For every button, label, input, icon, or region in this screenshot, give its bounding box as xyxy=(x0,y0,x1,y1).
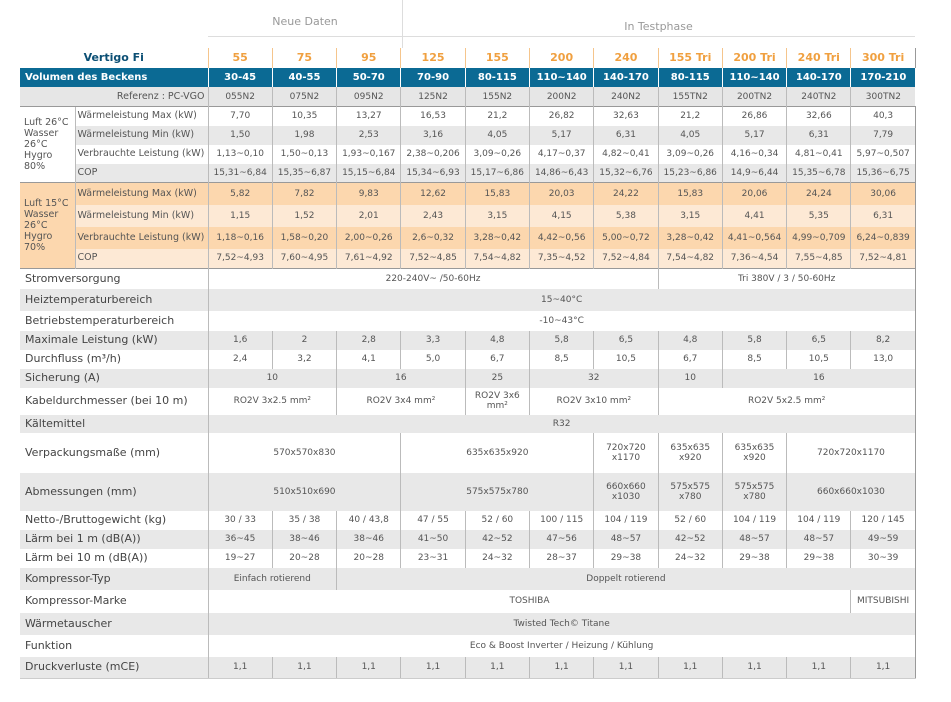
metric-value: 4,16~0,34 xyxy=(722,145,786,164)
metric-value: 2,00~0,26 xyxy=(337,227,401,249)
metric-value: 7,79 xyxy=(851,126,915,145)
metric-value: 4,82~0,41 xyxy=(594,145,658,164)
model-name: 95 xyxy=(337,48,401,68)
metric-value: 14,9~6,44 xyxy=(722,164,786,183)
spec-value: 24~32 xyxy=(465,549,529,568)
metric-value: 7,52~4,85 xyxy=(401,249,465,269)
volume-row xyxy=(20,68,915,87)
reference-value: 075N2 xyxy=(272,87,336,107)
metric-value: 3,28~0,42 xyxy=(658,227,722,249)
volume-value: 140-170 xyxy=(594,68,658,87)
spec-value: 13,0 xyxy=(851,350,915,369)
spec-value: 52 / 60 xyxy=(465,511,529,530)
spec-value: 30~39 xyxy=(851,549,915,568)
metric-value: 12,62 xyxy=(401,183,465,205)
metric-value: 1,52 xyxy=(272,205,336,227)
spec-value: 10 xyxy=(658,369,722,388)
metric-value: 1,93~0,167 xyxy=(337,145,401,164)
metric-label: COP xyxy=(75,164,208,183)
metric-value: 3,28~0,42 xyxy=(465,227,529,249)
spec-value: 16 xyxy=(337,369,466,388)
spec-value: TOSHIBA xyxy=(208,590,851,613)
metric-value: 6,31 xyxy=(787,126,851,145)
spec-value: 19~27 xyxy=(208,549,272,568)
metric-value: 21,2 xyxy=(465,107,529,126)
metric-value: 3,09~0,26 xyxy=(465,145,529,164)
metric-value: 4,05 xyxy=(465,126,529,145)
volume-value: 170-210 xyxy=(851,68,915,87)
spec-value: 3,2 xyxy=(272,350,336,369)
metric-label: Verbrauchte Leistung (kW) xyxy=(75,145,208,164)
spec-value: 104 / 119 xyxy=(787,511,851,530)
reference-value: 155N2 xyxy=(465,87,529,107)
spec-row xyxy=(20,350,915,369)
metric-value: 30,06 xyxy=(851,183,915,205)
spec-value: 3,3 xyxy=(401,331,465,350)
spec-row xyxy=(20,415,915,433)
metric-value: 7,52~4,93 xyxy=(208,249,272,269)
metric-value: 7,82 xyxy=(272,183,336,205)
spec-value: Eco & Boost Inverter / Heizung / Kühlung xyxy=(208,635,915,657)
reference-value: 095N2 xyxy=(337,87,401,107)
metric-value: 7,61~4,92 xyxy=(337,249,401,269)
metric-value: 20,03 xyxy=(529,183,593,205)
metric-label: COP xyxy=(75,249,208,269)
spec-value: 29~38 xyxy=(722,549,786,568)
divider xyxy=(402,36,915,37)
metric-label: Wärmeleistung Min (kW) xyxy=(75,205,208,227)
volume-value: 80-115 xyxy=(465,68,529,87)
spec-value: 100 / 115 xyxy=(529,511,593,530)
spec-row xyxy=(20,549,915,568)
spec-value: 635x635 x920 xyxy=(722,433,786,473)
model-name: 240 Tri xyxy=(787,48,851,68)
spec-value: RO2V 5x2.5 mm² xyxy=(658,388,915,415)
metric-value: 7,55~4,85 xyxy=(787,249,851,269)
metric-value: 4,15 xyxy=(529,205,593,227)
spec-value: 660x660 x1030 xyxy=(594,473,658,511)
spec-label: Funktion xyxy=(20,635,208,657)
spec-row xyxy=(20,388,915,415)
spec-label: Kompressor-Marke xyxy=(20,590,208,613)
spec-row xyxy=(20,530,915,549)
metric-value: 4,17~0,37 xyxy=(529,145,593,164)
metric-value: 3,16 xyxy=(401,126,465,145)
spec-value: 720x720x1170 xyxy=(787,433,916,473)
spec-value: 15~40°C xyxy=(208,289,915,311)
spec-value: 660x660x1030 xyxy=(787,473,916,511)
volume-value: 80-115 xyxy=(658,68,722,87)
metric-value: 4,05 xyxy=(658,126,722,145)
spec-label: Lärm bei 1 m (dB(A)) xyxy=(20,530,208,549)
spec-label: Betriebstemperaturbereich xyxy=(20,311,208,331)
metric-value: 7,52~4,84 xyxy=(594,249,658,269)
condition-row xyxy=(20,164,915,183)
spec-label: Kompressor-Typ xyxy=(20,568,208,590)
metric-value: 5,35 xyxy=(787,205,851,227)
spec-label: Maximale Leistung (kW) xyxy=(20,331,208,350)
spec-value: 1,6 xyxy=(208,331,272,350)
spec-value: 635x635 x920 xyxy=(658,433,722,473)
spec-value: 48~57 xyxy=(594,530,658,549)
reference-value: 055N2 xyxy=(208,87,272,107)
spec-value: RO2V 3x2.5 mm² xyxy=(208,388,337,415)
condition-row xyxy=(20,205,915,227)
metric-value: 3,15 xyxy=(658,205,722,227)
metric-value: 5,17 xyxy=(722,126,786,145)
metric-value: 1,50 xyxy=(208,126,272,145)
metric-value: 15,31~6,84 xyxy=(208,164,272,183)
spec-value: 1,1 xyxy=(722,657,786,679)
reference-value: 125N2 xyxy=(401,87,465,107)
metric-value: 7,36~4,54 xyxy=(722,249,786,269)
metric-value: 6,31 xyxy=(594,126,658,145)
spec-row xyxy=(20,473,915,511)
spec-value: 52 / 60 xyxy=(658,511,722,530)
spec-value: 47 / 55 xyxy=(401,511,465,530)
spec-value: 1,1 xyxy=(787,657,851,679)
metric-value: 26,86 xyxy=(722,107,786,126)
spec-value: 1,1 xyxy=(208,657,272,679)
spec-value: 1,1 xyxy=(401,657,465,679)
spec-table xyxy=(20,48,916,679)
spec-value: 23~31 xyxy=(401,549,465,568)
spec-value: 30 / 33 xyxy=(208,511,272,530)
metric-value: 32,66 xyxy=(787,107,851,126)
metric-value: 9,83 xyxy=(337,183,401,205)
spec-value: 48~57 xyxy=(787,530,851,549)
spec-label: Kabeldurchmesser (bei 10 m) xyxy=(20,388,208,415)
metric-value: 1,58~0,20 xyxy=(272,227,336,249)
spec-value: 49~59 xyxy=(851,530,915,549)
condition-row xyxy=(20,249,915,269)
spec-value: 32 xyxy=(529,369,658,388)
spec-value: 29~38 xyxy=(594,549,658,568)
spec-value: 104 / 119 xyxy=(594,511,658,530)
spec-value: 20~28 xyxy=(337,549,401,568)
metric-value: 7,54~4,82 xyxy=(465,249,529,269)
spec-value: 120 / 145 xyxy=(851,511,915,530)
spec-value: 42~52 xyxy=(658,530,722,549)
spec-value: 575x575 x780 xyxy=(722,473,786,511)
metric-value: 40,3 xyxy=(851,107,915,126)
metric-value: 5,38 xyxy=(594,205,658,227)
metric-value: 15,35~6,78 xyxy=(787,164,851,183)
spec-value: RO2V 3x10 mm² xyxy=(529,388,658,415)
spec-value: 6,5 xyxy=(787,331,851,350)
spec-value: 1,1 xyxy=(851,657,915,679)
metric-value: 15,83 xyxy=(465,183,529,205)
spec-value: RO2V 3x4 mm² xyxy=(337,388,466,415)
spec-label: Druckverluste (mCE) xyxy=(20,657,208,679)
spec-label: Heiztemperaturbereich xyxy=(20,289,208,311)
spec-value: 1,1 xyxy=(337,657,401,679)
metric-value: 15,35~6,87 xyxy=(272,164,336,183)
spec-value: 8,5 xyxy=(529,350,593,369)
spec-value: 28~37 xyxy=(529,549,593,568)
spec-value: 24~32 xyxy=(658,549,722,568)
reference-value: 155TN2 xyxy=(658,87,722,107)
spec-row xyxy=(20,331,915,350)
metric-value: 20,06 xyxy=(722,183,786,205)
spec-row xyxy=(20,657,915,679)
metric-value: 7,70 xyxy=(208,107,272,126)
volume-value: 140-170 xyxy=(787,68,851,87)
spec-value: 8,2 xyxy=(851,331,915,350)
model-name: 300 Tri xyxy=(851,48,915,68)
metric-value: 4,41 xyxy=(722,205,786,227)
model-name: 240 xyxy=(594,48,658,68)
spec-value: 40 / 43,8 xyxy=(337,511,401,530)
metric-value: 32,63 xyxy=(594,107,658,126)
metric-value: 3,15 xyxy=(465,205,529,227)
spec-value: 16 xyxy=(722,369,915,388)
spec-value: 38~46 xyxy=(272,530,336,549)
divider xyxy=(208,36,402,37)
spec-value: 6,7 xyxy=(658,350,722,369)
spec-value: 41~50 xyxy=(401,530,465,549)
condition-row xyxy=(20,126,915,145)
metric-value: 24,24 xyxy=(787,183,851,205)
spec-row xyxy=(20,289,915,311)
metric-label: Wärmeleistung Min (kW) xyxy=(75,126,208,145)
spec-value: 2,4 xyxy=(208,350,272,369)
metric-value: 15,34~6,93 xyxy=(401,164,465,183)
metric-value: 1,15 xyxy=(208,205,272,227)
metric-value: 21,2 xyxy=(658,107,722,126)
metric-value: 10,35 xyxy=(272,107,336,126)
metric-value: 5,82 xyxy=(208,183,272,205)
model-name: 155 xyxy=(465,48,529,68)
spec-value: 575x575x780 xyxy=(401,473,594,511)
spec-value: 5,8 xyxy=(722,331,786,350)
condition-label: Luft 15°C Wasser 26°C Hygro 70% xyxy=(20,183,75,269)
reference-value: 240N2 xyxy=(594,87,658,107)
metric-value: 15,15~6,84 xyxy=(337,164,401,183)
condition-label: Luft 26°C Wasser 26°C Hygro 80% xyxy=(20,107,75,183)
spec-value: 5,8 xyxy=(529,331,593,350)
spec-row xyxy=(20,590,915,613)
spec-label: Stromversorgung xyxy=(20,269,208,289)
metric-value: 4,99~0,709 xyxy=(787,227,851,249)
metric-value: 26,82 xyxy=(529,107,593,126)
volume-value: 70-90 xyxy=(401,68,465,87)
metric-value: 15,83 xyxy=(658,183,722,205)
spec-label: Durchfluss (m³/h) xyxy=(20,350,208,369)
spec-value: 4,8 xyxy=(465,331,529,350)
metric-value: 15,36~6,75 xyxy=(851,164,915,183)
spec-label: Verpackungsmaße (mm) xyxy=(20,433,208,473)
condition-row xyxy=(20,227,915,249)
metric-value: 14,86~6,43 xyxy=(529,164,593,183)
spec-value: 47~56 xyxy=(529,530,593,549)
model-name: 200 Tri xyxy=(722,48,786,68)
reference-label: Referenz : PC-VGO xyxy=(20,87,208,107)
spec-value: R32 xyxy=(208,415,915,433)
metric-value: 1,98 xyxy=(272,126,336,145)
metric-value: 6,24~0,839 xyxy=(851,227,915,249)
spec-row xyxy=(20,269,915,289)
spec-value: 1,1 xyxy=(272,657,336,679)
spec-value: Twisted Tech© Titane xyxy=(208,613,915,635)
volume-value: 30-45 xyxy=(208,68,272,87)
spec-value: 1,1 xyxy=(594,657,658,679)
model-name: 75 xyxy=(272,48,336,68)
metric-label: Wärmeleistung Max (kW) xyxy=(75,183,208,205)
spec-value: 25 xyxy=(465,369,529,388)
group-label-new: Neue Daten xyxy=(272,15,338,28)
metric-value: 7,52~4,81 xyxy=(851,249,915,269)
metric-value: 2,43 xyxy=(401,205,465,227)
metric-value: 5,17 xyxy=(529,126,593,145)
condition-row xyxy=(20,183,915,205)
model-row xyxy=(20,48,915,68)
model-name: 125 xyxy=(401,48,465,68)
model-name: 200 xyxy=(529,48,593,68)
spec-value: 8,5 xyxy=(722,350,786,369)
spec-value: Einfach rotierend xyxy=(208,568,337,590)
metric-value: 2,38~0,206 xyxy=(401,145,465,164)
metric-value: 2,01 xyxy=(337,205,401,227)
spec-value: 720x720 x1170 xyxy=(594,433,658,473)
spec-value: 104 / 119 xyxy=(722,511,786,530)
spec-value: 5,0 xyxy=(401,350,465,369)
spec-value: 48~57 xyxy=(722,530,786,549)
reference-value: 240TN2 xyxy=(787,87,851,107)
metric-value: 1,13~0,10 xyxy=(208,145,272,164)
spec-value: 36~45 xyxy=(208,530,272,549)
volume-value: 110~140 xyxy=(722,68,786,87)
spec-row xyxy=(20,433,915,473)
volume-label: Volumen des Beckens xyxy=(20,68,208,87)
metric-value: 6,31 xyxy=(851,205,915,227)
model-name: 155 Tri xyxy=(658,48,722,68)
spec-value: 635x635x920 xyxy=(401,433,594,473)
metric-value: 4,41~0,564 xyxy=(722,227,786,249)
metric-value: 7,54~4,82 xyxy=(658,249,722,269)
spec-value: 29~38 xyxy=(787,549,851,568)
metric-label: Wärmeleistung Max (kW) xyxy=(75,107,208,126)
group-header-test xyxy=(402,0,915,48)
reference-value: 300TN2 xyxy=(851,87,915,107)
metric-value: 16,53 xyxy=(401,107,465,126)
spec-value: -10~43°C xyxy=(208,311,915,331)
spec-value: 1,1 xyxy=(529,657,593,679)
spec-label: Netto-/Bruttogewicht (kg) xyxy=(20,511,208,530)
spec-value: 1,1 xyxy=(465,657,529,679)
group-header-new xyxy=(208,0,403,48)
metric-value: 7,35~4,52 xyxy=(529,249,593,269)
condition-row xyxy=(20,107,915,126)
volume-value: 50-70 xyxy=(337,68,401,87)
metric-label: Verbrauchte Leistung (kW) xyxy=(75,227,208,249)
spec-row xyxy=(20,635,915,657)
spec-value: 4,1 xyxy=(337,350,401,369)
spec-value: 2,8 xyxy=(337,331,401,350)
reference-value: 200N2 xyxy=(529,87,593,107)
spec-label: Abmessungen (mm) xyxy=(20,473,208,511)
metric-value: 1,18~0,16 xyxy=(208,227,272,249)
metric-value: 2,53 xyxy=(337,126,401,145)
spec-row xyxy=(20,311,915,331)
metric-value: 13,27 xyxy=(337,107,401,126)
metric-value: 4,42~0,56 xyxy=(529,227,593,249)
metric-value: 15,32~6,76 xyxy=(594,164,658,183)
spec-value: 220-240V~ /50-60Hz xyxy=(208,269,658,289)
metric-value: 2,6~0,32 xyxy=(401,227,465,249)
metric-value: 5,97~0,507 xyxy=(851,145,915,164)
metric-value: 7,60~4,95 xyxy=(272,249,336,269)
spec-value: 20~28 xyxy=(272,549,336,568)
spec-label: Sicherung (A) xyxy=(20,369,208,388)
metric-value: 24,22 xyxy=(594,183,658,205)
spec-value: Tri 380V / 3 / 50-60Hz xyxy=(658,269,915,289)
spec-value: 4,8 xyxy=(658,331,722,350)
spec-row xyxy=(20,613,915,635)
metric-value: 3,09~0,26 xyxy=(658,145,722,164)
spec-value: 42~52 xyxy=(465,530,529,549)
spec-label: Wärmetauscher xyxy=(20,613,208,635)
spec-value: 575x575 x780 xyxy=(658,473,722,511)
spec-value: 10,5 xyxy=(787,350,851,369)
spec-value: 1,1 xyxy=(658,657,722,679)
spec-value: RO2V 3x6 mm² xyxy=(465,388,529,415)
metric-value: 4,81~0,41 xyxy=(787,145,851,164)
spec-value: 10 xyxy=(208,369,337,388)
reference-row xyxy=(20,87,915,107)
spec-label: Lärm bei 10 m (dB(A)) xyxy=(20,549,208,568)
product-title: Vertigo Fi xyxy=(83,51,144,64)
volume-value: 40-55 xyxy=(272,68,336,87)
spec-value: 38~46 xyxy=(337,530,401,549)
group-label-test: In Testphase xyxy=(624,20,693,33)
metric-value: 15,17~6,86 xyxy=(465,164,529,183)
model-name: 55 xyxy=(208,48,272,68)
spec-value: Doppelt rotierend xyxy=(337,568,916,590)
spec-label: Kältemittel xyxy=(20,415,208,433)
reference-value: 200TN2 xyxy=(722,87,786,107)
spec-value: 510x510x690 xyxy=(208,473,401,511)
metric-value: 1,50~0,13 xyxy=(272,145,336,164)
metric-value: 15,23~6,86 xyxy=(658,164,722,183)
condition-row xyxy=(20,145,915,164)
spec-value: 2 xyxy=(272,331,336,350)
spec-value: 35 / 38 xyxy=(272,511,336,530)
spec-value: 6,5 xyxy=(594,331,658,350)
spec-value: 570x570x830 xyxy=(208,433,401,473)
spec-value: 6,7 xyxy=(465,350,529,369)
volume-value: 110~140 xyxy=(529,68,593,87)
spec-value: 10,5 xyxy=(594,350,658,369)
metric-value: 5,00~0,72 xyxy=(594,227,658,249)
spec-row xyxy=(20,511,915,530)
spec-value: MITSUBISHI xyxy=(851,590,915,613)
spec-row xyxy=(20,369,915,388)
spec-row xyxy=(20,568,915,590)
